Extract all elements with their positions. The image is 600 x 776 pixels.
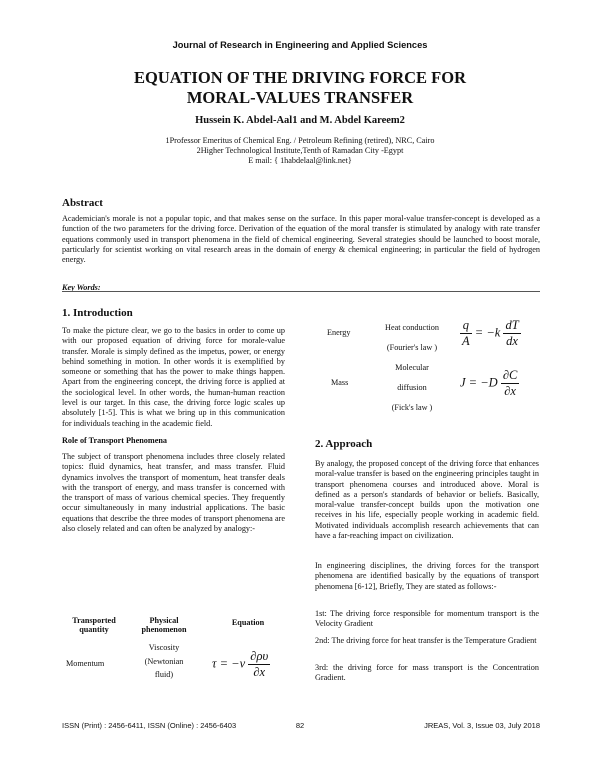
keywords-label: Key Words: [62, 283, 101, 292]
row-mass-phenomenon [372, 358, 452, 418]
phenomenon-line: Molecular [395, 363, 429, 372]
page-number: 82 [295, 721, 305, 730]
driving-force-item-1 [315, 609, 539, 630]
phenomenon-line: fluid) [154, 670, 174, 679]
footer-volume: JREAS, Vol. 3, Issue 03, July 2018 [424, 721, 540, 730]
item-text: 2nd: The driving force for heat transfer is the Temperature Gradient [315, 636, 537, 645]
approach-heading: 2. Approach [315, 438, 373, 450]
table-header-phenomenon: Physical phenomenon [141, 616, 187, 634]
transport-subheading: Role of Transport Phenomena [62, 436, 167, 445]
transport-paragraph [62, 452, 285, 534]
title-line-1: EQUATION OF THE DRIVING FORCE FOR [133, 68, 466, 87]
journal-name: Journal of Research in Engineering and Applied Sciences [172, 40, 428, 50]
equation-mass: J = −D $\frac{\partial C}{\partial x}$ [460, 368, 518, 398]
item-text: 3rd: the driving force for mass transport is the Concentration Gradient. [315, 663, 539, 683]
row-momentum-phenomenon [135, 641, 193, 682]
table-header-equation: Equation [231, 618, 265, 627]
approach-paragraph-2: In engineering disciplines, the driving forces for the transport phenomena are identified basically by the equations of transport phenomena [6-12], Briefly, They are stated as follows:- [315, 561, 539, 591]
footer-issn: ISSN (Print) : 2456-6411, ISSN (Online) : 2456-6403 [62, 721, 237, 730]
table-header-quantity: Transported quantity [72, 616, 116, 634]
intro-column [62, 326, 285, 429]
phenomenon-line: Heat conduction [385, 323, 439, 332]
intro-paragraph-1: To make the picture clear, we go to the basics in order to come up with our proposed equation of driving force for morale-value transfer. Morale is simply defined as the impetus, power, or energy behind something in motion. In other words it is exemplified by someone or something that has the power to make things happen. Apart from the engineering concept, the driving force is applied at the sociological level. In other words, the human-human reaction level is our target. In this case, the driving force logic scales up absolutely [1-5]. This is what we bring up in this communication for individuals teaching in the academic field. [62, 326, 285, 428]
approach-column [315, 459, 539, 541]
item-text: 1st: The driving force responsible for momentum transport is the Velocity Gradient [315, 609, 539, 629]
approach-paragraph-2-wrap [315, 561, 539, 592]
intro-paragraph-2: The subject of transport phenomena includes three closely related topics: fluid dynamics, heat transfer, and mass transfer. Fluid dynamics involves the transport of momentum, heat transfer deals with the transport of energy, and mass transfer is concerned with the transport of mass of various chemical species. They frequently occur simultaneously in many industrial applications. The basic equations that describe the three modes of transport phenomena are also closely related and can often be analyzed by analogy:- [62, 452, 285, 534]
email: E mail: { 1habdelaal@link.net} [248, 156, 352, 165]
row-momentum-quantity: Momentum [66, 659, 105, 668]
abstract-text: Academician's morale is not a popular topic, and that makes sense on the surface. In this paper moral-value transfer-concept is developed as a function of the two parameters for the driving force. Derivation of the equation of the moral transfer is stimulated by analogy with rate transfer equations commonly used in transport phenomena in the field of chemical engineering. Several strategies should be launched to boost morale, particularly for scientist working on vital research areas in the domain of energy & chemical engineering; in particular the field of hydrogen energy. [62, 214, 540, 265]
divider [62, 291, 540, 292]
intro-heading: 1. Introduction [62, 307, 133, 319]
row-energy-phenomenon [372, 318, 452, 358]
abstract-heading: Abstract [62, 197, 103, 209]
phenomenon-line: (Fick's law ) [391, 403, 433, 412]
affiliation-2: 2Higher Technological Institute,Tenth of Ramadan City -Egypt [196, 146, 404, 155]
phenomenon-line: (Newtonian [144, 656, 184, 666]
phenomenon-line: Viscosity [148, 643, 180, 652]
row-energy-quantity: Energy [327, 328, 351, 337]
phenomenon-line: diffusion [397, 383, 427, 392]
paper-title [0, 68, 600, 108]
authors: Hussein K. Abdel-Aal1 and M. Abdel Kareem2 [195, 115, 405, 126]
approach-paragraph-1: By analogy, the proposed concept of the driving force that enhances moral-value transfer is based on the engineering principles taught in transport phenomena courses and introduced above. Moral is defined as a person's standards of behavior or beliefs. Basically, moral-value transfer-concept builds upon the motivation one receives in his life, especially people working in academic field. Motivated individuals accomplish research achievements that can have a far-reaching impact on civilization. [315, 459, 539, 541]
phenomenon-line: (Fourier's law ) [386, 343, 438, 352]
equation-energy: $\frac{q}{A}$ = −k $\frac{dT}{dx}$ [462, 318, 519, 348]
driving-force-item-3 [315, 663, 539, 684]
row-mass-quantity: Mass [331, 378, 349, 387]
driving-force-item-2 [315, 636, 539, 646]
equation-momentum: τ = −ν $\frac{\partial\rho\upsilon}{\partial x}$ [212, 649, 269, 679]
affiliation-1: 1Professor Emeritus of Chemical Eng. / Petroleum Refining (retired), NRC, Cairo [165, 136, 435, 145]
title-line-2: MORAL-VALUES TRANSFER [186, 88, 414, 107]
